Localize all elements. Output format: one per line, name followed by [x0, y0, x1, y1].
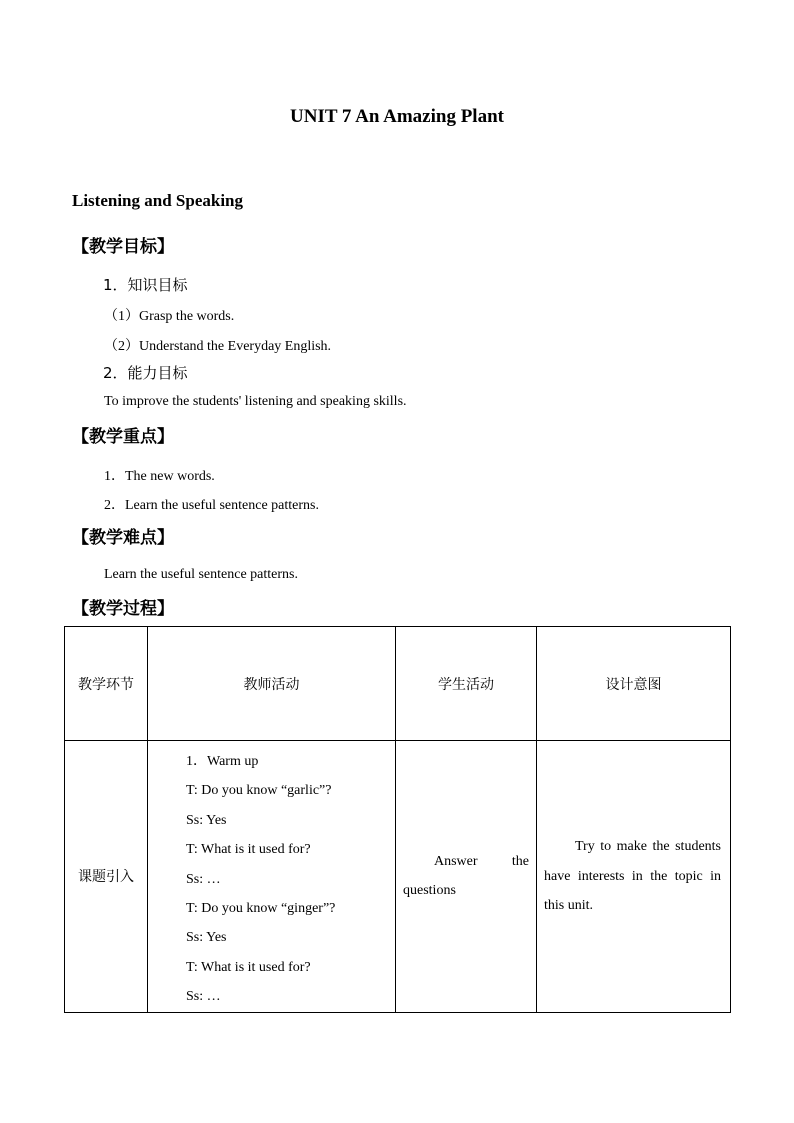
teacher-line: T: Do you know “garlic”?: [186, 783, 332, 799]
teacher-line: Ss: Yes: [186, 930, 227, 946]
process-table: [64, 626, 731, 1013]
key-point-item: 2．Learn the useful sentence patterns.: [104, 498, 319, 513]
teacher-line: Ss: …: [186, 871, 221, 887]
student-activity-text: Answer the questions: [403, 853, 529, 899]
section-heading: Listening and Speaking: [72, 191, 244, 210]
ability-goal-text: To improve the students' listening and speaking skills.: [104, 394, 407, 409]
stage-cell: 课题引入: [65, 741, 148, 1013]
teacher-line: T: What is it used for?: [186, 959, 311, 975]
knowledge-goal-label: 1．知识目标: [103, 276, 188, 294]
design-intent-text: Try to make the students have interests in the topic in this unit.: [544, 839, 721, 913]
objectives-heading: 【教学目标】: [72, 237, 174, 257]
column-header-stage: 教学环节: [65, 627, 148, 741]
teacher-line: T: Do you know “ginger”?: [186, 900, 336, 916]
table-header-row: [65, 627, 731, 741]
key-point-item: 1．The new words.: [104, 469, 215, 484]
page-title: UNIT 7 An Amazing Plant: [290, 106, 504, 127]
process-heading: 【教学过程】: [72, 599, 174, 619]
difficulty-text: Learn the useful sentence patterns.: [104, 567, 298, 582]
table-row: [65, 741, 731, 1013]
difficulties-heading: 【教学难点】: [72, 528, 174, 548]
teacher-line: Ss: …: [186, 989, 221, 1005]
key-points-heading: 【教学重点】: [72, 427, 174, 447]
column-header-student: 学生活动: [396, 627, 537, 741]
design-intent-cell: [537, 741, 731, 1013]
teacher-activity-cell: [148, 741, 396, 1013]
ability-goal-label: 2．能力目标: [103, 364, 188, 382]
student-activity-cell: [396, 741, 537, 1013]
column-header-design: 设计意图: [537, 627, 731, 741]
teacher-line: 1．Warm up: [186, 754, 259, 769]
knowledge-item: （1）Grasp the words.: [104, 309, 235, 324]
teacher-line: Ss: Yes: [186, 812, 227, 828]
column-header-teacher: 教师活动: [148, 627, 396, 741]
teacher-line: T: What is it used for?: [186, 842, 311, 858]
knowledge-item: （2）Understand the Everyday English.: [104, 339, 332, 354]
